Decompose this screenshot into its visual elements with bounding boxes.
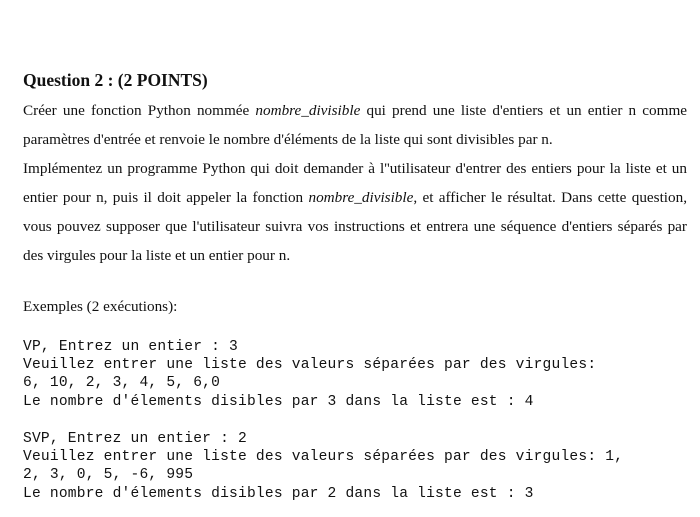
examples-heading: Exemples (2 exécutions): bbox=[23, 298, 178, 315]
code-line: 6, 10, 2, 3, 4, 5, 6,0 bbox=[23, 375, 221, 392]
code-line: Le nombre d'élements disibles par 2 dans la liste est : 3 bbox=[23, 485, 534, 502]
paragraph1-text-start: Créer une fonction Python nommée bbox=[23, 102, 256, 119]
example-run-1 bbox=[23, 338, 596, 411]
paragraph1-text-end: qui prend une liste d'entiers et un entier n comme paramètres d'entrée et renvoie le nombre d'éléments de la liste qui sont divisibles par n. bbox=[23, 102, 687, 148]
code-line: Le nombre d'élements disibles par 3 dans la liste est : 4 bbox=[23, 393, 534, 410]
code-line: VP, Entrez un entier : 3 bbox=[23, 339, 238, 355]
function-name: nombre_divisible bbox=[308, 189, 414, 206]
code-line: Veuillez entrer une liste des valeurs séparées par des virgules: bbox=[23, 357, 597, 374]
code-line: 2, 3, 0, 5, -6, 995 bbox=[23, 467, 194, 484]
code-line: Veuillez entrer une liste des valeurs séparées par des virgules: 1, bbox=[23, 449, 624, 466]
paragraph2-text-end: , et afficher le résultat. Dans cette question, vous pouvez supposer que l'utilisateur suivra vos instructions et entrera une séquence d'entiers séparés par des virgules pour la liste et un entier pour n. bbox=[23, 189, 687, 264]
paragraph2-text-start: Implémentez un programme Python qui doit demander à l''utilisateur d'entrer des entiers pour la liste et un entier pour n, puis il doit appeler la fonction bbox=[23, 160, 687, 206]
example-run-2 bbox=[23, 430, 623, 503]
program-instructions-paragraph bbox=[23, 154, 687, 270]
question-title: Question 2 : (2 POINTS) bbox=[23, 70, 208, 90]
question-description-paragraph bbox=[23, 96, 687, 154]
function-name: nombre_divisible bbox=[255, 102, 361, 119]
code-line: SVP, Entrez un entier : 2 bbox=[23, 431, 247, 447]
